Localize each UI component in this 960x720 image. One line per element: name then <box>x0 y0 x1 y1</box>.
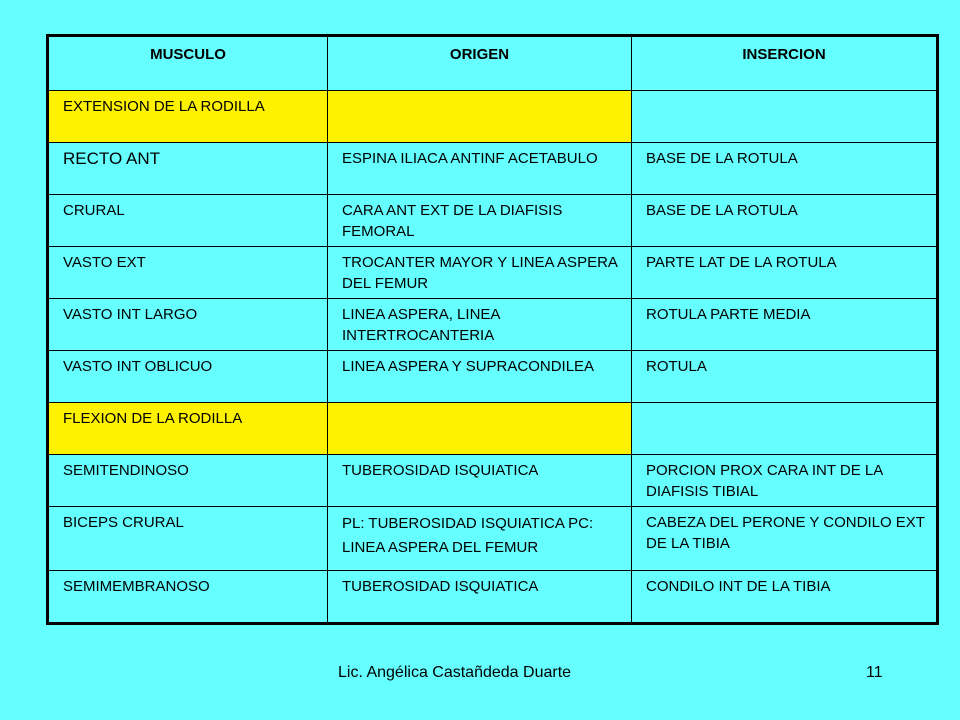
cell-text <box>632 403 936 408</box>
table-row <box>48 455 938 507</box>
musculo-cell <box>48 299 328 351</box>
header-insercion <box>632 36 938 91</box>
insercion-cell <box>632 571 938 624</box>
cell-text: CABEZA DEL PERONE Y CONDILO EXT DE LA TIBIA <box>646 514 925 552</box>
cell-text: CRURAL <box>63 202 125 219</box>
origen-cell <box>328 507 632 571</box>
cell-text: ESPINA ILIACA ANTINF ACETABULO <box>342 150 598 167</box>
cell-text: EXTENSION DE LA RODILLA <box>63 98 265 115</box>
insercion-cell <box>632 247 938 299</box>
cell-text: LINEA ASPERA Y SUPRACONDILEA <box>342 358 595 375</box>
table-row <box>48 195 938 247</box>
cell-text: FLEXION DE LA RODILLA <box>63 410 243 427</box>
muscle-table <box>46 34 939 625</box>
cell-text: TUBEROSIDAD ISQUIATICA <box>342 578 539 595</box>
origen-cell <box>328 195 632 247</box>
header-origen <box>328 36 632 91</box>
table-row <box>48 351 938 403</box>
page-number: 11 <box>866 664 883 681</box>
insercion-cell <box>632 143 938 195</box>
cell-text <box>328 91 631 96</box>
section-label-cell <box>48 91 328 143</box>
table-row <box>48 507 938 571</box>
cell-text: TUBEROSIDAD ISQUIATICA <box>342 462 539 479</box>
origen-cell <box>328 247 632 299</box>
insercion-cell <box>632 299 938 351</box>
origen-cell <box>328 571 632 624</box>
musculo-cell <box>48 247 328 299</box>
musculo-cell <box>48 571 328 624</box>
cell-text: TROCANTER MAYOR Y LINEA ASPERA DEL FEMUR <box>342 254 618 292</box>
origen-cell <box>328 299 632 351</box>
musculo-cell <box>48 455 328 507</box>
insercion-cell <box>632 455 938 507</box>
cell-text: BASE DE LA ROTULA <box>646 150 798 167</box>
cell-text: PL: TUBEROSIDAD ISQUIATICA PC: LINEA ASPERA DEL FEMUR <box>342 515 594 556</box>
cell-text: CARA ANT EXT DE LA DIAFISIS FEMORAL <box>342 202 563 240</box>
origen-cell <box>328 351 632 403</box>
table-row <box>48 143 938 195</box>
cell-text: VASTO INT LARGO <box>63 306 198 323</box>
header-label: ORIGEN <box>449 46 510 63</box>
cell-text: RECTO ANT <box>63 149 160 168</box>
cell-text: BICEPS CRURAL <box>63 514 184 531</box>
section-empty-cell <box>632 91 938 143</box>
musculo-cell <box>48 143 328 195</box>
cell-text <box>328 403 631 408</box>
cell-text: PARTE LAT DE LA ROTULA <box>646 254 837 271</box>
origen-cell <box>328 143 632 195</box>
section-label-cell <box>48 403 328 455</box>
cell-text: SEMITENDINOSO <box>63 462 189 479</box>
insercion-cell <box>632 195 938 247</box>
table-row <box>48 91 938 143</box>
footer-author: Lic. Angélica Castañdeda Duarte <box>338 664 572 681</box>
musculo-cell <box>48 351 328 403</box>
table-row <box>48 571 938 624</box>
section-empty-cell <box>632 403 938 455</box>
cell-text: ROTULA <box>646 358 707 375</box>
header-label: MUSCULO <box>150 46 226 63</box>
table-row <box>48 403 938 455</box>
cell-text: VASTO INT OBLICUO <box>63 358 213 375</box>
table-row <box>48 247 938 299</box>
cell-text: SEMIMEMBRANOSO <box>63 578 210 595</box>
header-musculo <box>48 36 328 91</box>
cell-text: BASE DE LA ROTULA <box>646 202 798 219</box>
section-empty-cell <box>328 91 632 143</box>
cell-text <box>632 91 936 96</box>
musculo-cell <box>48 507 328 571</box>
origen-cell <box>328 455 632 507</box>
musculo-cell <box>48 195 328 247</box>
cell-text: ROTULA PARTE MEDIA <box>646 306 811 323</box>
insercion-cell <box>632 507 938 571</box>
section-empty-cell <box>328 403 632 455</box>
insercion-cell <box>632 351 938 403</box>
cell-text: VASTO EXT <box>63 254 146 271</box>
table-row <box>48 299 938 351</box>
cell-text: LINEA ASPERA, LINEA INTERTROCANTERIA <box>342 306 500 344</box>
header-label: INSERCION <box>742 46 826 63</box>
cell-text: PORCION PROX CARA INT DE LA DIAFISIS TIBIAL <box>646 462 883 500</box>
table-header-row <box>48 36 938 91</box>
cell-text: CONDILO INT DE LA TIBIA <box>646 578 831 595</box>
